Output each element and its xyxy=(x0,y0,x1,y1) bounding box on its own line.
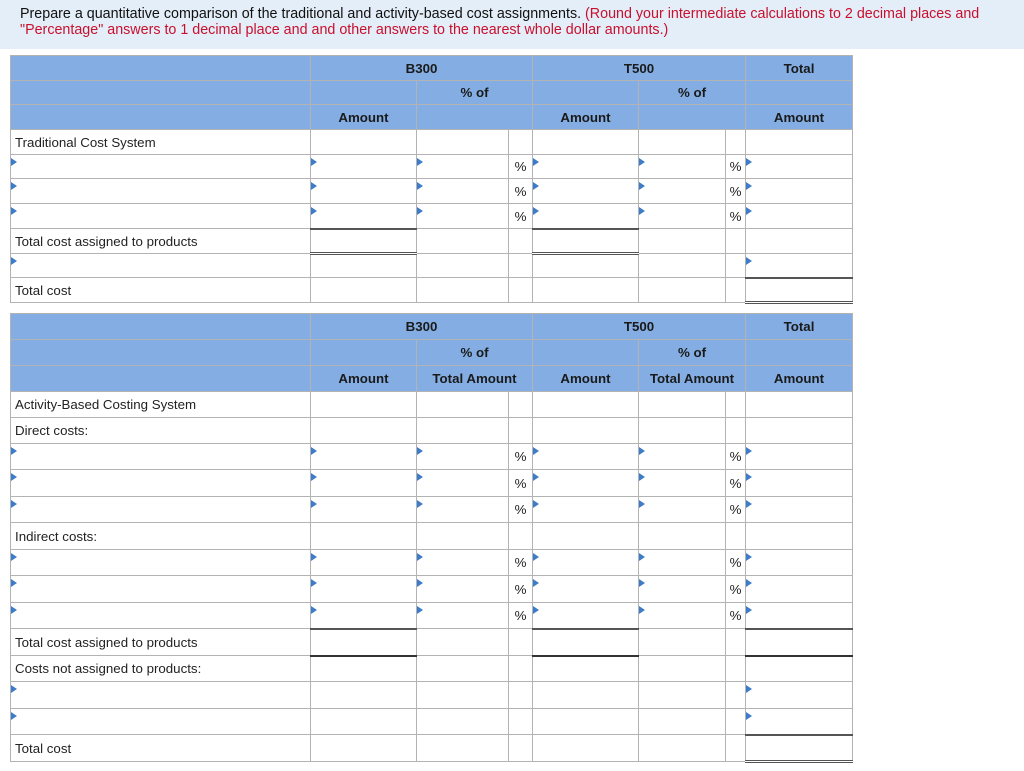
total-cost-cell[interactable] xyxy=(746,278,853,303)
b300-amount-input[interactable] xyxy=(311,444,417,470)
b300-pct-input[interactable] xyxy=(417,497,509,523)
header-pct-of-t500: % of xyxy=(639,81,746,105)
header-row-amount xyxy=(11,105,853,130)
t500-pct-input[interactable] xyxy=(639,179,726,204)
table-row xyxy=(11,392,853,418)
total-cost-label: Total cost xyxy=(11,278,311,303)
table-row xyxy=(11,682,853,709)
total-amount-input[interactable] xyxy=(746,709,853,735)
total-amount-input[interactable] xyxy=(746,254,853,278)
table-row xyxy=(11,576,853,603)
section-label-traditional: Traditional Cost System xyxy=(11,130,311,155)
table-row xyxy=(11,497,853,523)
table-row xyxy=(11,418,853,444)
cost-item-input[interactable] xyxy=(11,204,311,229)
header-total: Total xyxy=(746,314,853,340)
pct-symbol: % xyxy=(726,470,746,497)
instructions-text: Prepare a quantitative comparison of the traditional and activity-based cost assignments. xyxy=(20,6,582,22)
direct-cost-item-input[interactable] xyxy=(11,497,311,523)
b300-pct-input[interactable] xyxy=(417,576,509,603)
table-row xyxy=(11,130,853,155)
t500-amount-input[interactable] xyxy=(533,576,639,603)
pct-symbol: % xyxy=(509,576,533,603)
t500-pct-input[interactable] xyxy=(639,204,726,229)
b300-amount-input[interactable] xyxy=(311,204,417,229)
not-assigned-label: Costs not assigned to products: xyxy=(11,656,311,682)
indirect-cost-item-input[interactable] xyxy=(11,576,311,603)
header-row-amount xyxy=(11,366,853,392)
total-cost-cell[interactable] xyxy=(746,735,853,762)
cost-item-input[interactable] xyxy=(11,179,311,204)
pct-symbol: % xyxy=(726,603,746,629)
header-pct-of-t500: % of xyxy=(639,340,746,366)
section-label-abc: Activity-Based Costing System xyxy=(11,392,311,418)
t500-amount-input[interactable] xyxy=(533,444,639,470)
pct-symbol: % xyxy=(509,550,533,576)
total-amount-input[interactable] xyxy=(746,576,853,603)
indirect-cost-item-input[interactable] xyxy=(11,550,311,576)
total-amount-input[interactable] xyxy=(746,204,853,229)
pct-symbol: % xyxy=(726,497,746,523)
b300-pct-input[interactable] xyxy=(417,444,509,470)
header-b300: B300 xyxy=(311,314,533,340)
header-row-pct xyxy=(11,81,853,105)
b300-amount-input[interactable] xyxy=(311,497,417,523)
header-amount-t500: Amount xyxy=(533,105,639,130)
header-row-products xyxy=(11,56,853,81)
cost-item-input[interactable] xyxy=(11,254,311,278)
total-cost-label: Total cost xyxy=(11,735,311,762)
header-total-amount-t500: Total Amount xyxy=(639,366,746,392)
header-row-products xyxy=(11,314,853,340)
t500-amount-input[interactable] xyxy=(533,204,639,229)
t500-amount-input[interactable] xyxy=(533,470,639,497)
t500-pct-input[interactable] xyxy=(639,470,726,497)
table-row xyxy=(11,709,853,735)
table-row xyxy=(11,735,853,762)
header-amount-total: Amount xyxy=(746,366,853,392)
pct-symbol: % xyxy=(726,550,746,576)
pct-symbol: % xyxy=(726,444,746,470)
pct-symbol: % xyxy=(509,204,533,229)
cost-item-input[interactable] xyxy=(11,155,311,179)
table-row xyxy=(11,229,853,254)
table-row xyxy=(11,550,853,576)
t500-amount-input[interactable] xyxy=(533,550,639,576)
table-row xyxy=(11,179,853,204)
total-amount-input[interactable] xyxy=(746,603,853,629)
pct-symbol: % xyxy=(509,444,533,470)
b300-amount-input[interactable] xyxy=(311,155,417,179)
t500-pct-input[interactable] xyxy=(639,444,726,470)
pct-symbol: % xyxy=(726,155,746,179)
header-t500: T500 xyxy=(533,314,746,340)
table-row xyxy=(11,656,853,682)
table-row xyxy=(11,629,853,656)
total-amount-input[interactable] xyxy=(746,179,853,204)
pct-symbol: % xyxy=(509,603,533,629)
t500-total-assigned-cell[interactable] xyxy=(533,629,639,656)
b300-amount-input[interactable] xyxy=(311,576,417,603)
total-assigned-cell[interactable] xyxy=(746,629,853,656)
pct-symbol: % xyxy=(509,179,533,204)
t500-total-assigned-cell[interactable] xyxy=(533,229,639,254)
table-row xyxy=(11,254,853,278)
t500-pct-input[interactable] xyxy=(639,603,726,629)
table-row xyxy=(11,278,853,303)
header-amount-t500: Amount xyxy=(533,366,639,392)
b300-amount-input[interactable] xyxy=(311,470,417,497)
b300-pct-input[interactable] xyxy=(417,204,509,229)
b300-pct-input[interactable] xyxy=(417,550,509,576)
total-amount-input[interactable] xyxy=(746,155,853,179)
total-amount-input[interactable] xyxy=(746,470,853,497)
b300-amount-input[interactable] xyxy=(311,603,417,629)
indirect-costs-label: Indirect costs: xyxy=(11,523,311,550)
direct-cost-item-input[interactable] xyxy=(11,444,311,470)
direct-cost-item-input[interactable] xyxy=(11,470,311,497)
pct-symbol: % xyxy=(726,576,746,603)
b300-pct-input[interactable] xyxy=(417,179,509,204)
t500-amount-input[interactable] xyxy=(533,497,639,523)
b300-pct-input[interactable] xyxy=(417,603,509,629)
direct-costs-label: Direct costs: xyxy=(11,418,311,444)
t500-pct-input[interactable] xyxy=(639,155,726,179)
pct-symbol: % xyxy=(726,204,746,229)
instructions-hint: (Round your intermediate calculations to 2 decimal places and "Percentage" answers to 1 decimal place and and other answers to the nearest whole dollar amounts.) xyxy=(20,6,980,38)
table-row xyxy=(11,155,853,179)
t500-amount-input[interactable] xyxy=(533,155,639,179)
total-assigned-label: Total cost assigned to products xyxy=(11,229,311,254)
b300-pct-input[interactable] xyxy=(417,470,509,497)
not-assigned-item-input[interactable] xyxy=(11,682,311,709)
abc-cost-table xyxy=(10,313,853,763)
total-amount-input[interactable] xyxy=(746,682,853,709)
b300-amount-input[interactable] xyxy=(311,179,417,204)
header-amount-b300: Amount xyxy=(311,366,417,392)
table-row xyxy=(11,204,853,229)
pct-symbol: % xyxy=(509,155,533,179)
indirect-cost-item-input[interactable] xyxy=(11,603,311,629)
header-pct-of-b300: % of xyxy=(417,81,533,105)
b300-total-assigned-cell[interactable] xyxy=(311,229,417,254)
pct-symbol: % xyxy=(509,470,533,497)
total-amount-input[interactable] xyxy=(746,497,853,523)
header-amount-b300: Amount xyxy=(311,105,417,130)
traditional-cost-table xyxy=(10,55,853,304)
pct-symbol: % xyxy=(509,497,533,523)
header-total: Total xyxy=(746,56,853,81)
table-row xyxy=(11,603,853,629)
b300-total-assigned-cell[interactable] xyxy=(311,629,417,656)
pct-symbol: % xyxy=(726,179,746,204)
b300-amount-input[interactable] xyxy=(311,550,417,576)
total-amount-input[interactable] xyxy=(746,444,853,470)
instructions xyxy=(0,0,1024,49)
t500-pct-input[interactable] xyxy=(639,497,726,523)
header-b300: B300 xyxy=(311,56,533,81)
header-row-pct xyxy=(11,340,853,366)
header-t500: T500 xyxy=(533,56,746,81)
table-row xyxy=(11,470,853,497)
total-assigned-label: Total cost assigned to products xyxy=(11,629,311,656)
table-row xyxy=(11,523,853,550)
t500-pct-input[interactable] xyxy=(639,550,726,576)
t500-pct-input[interactable] xyxy=(639,576,726,603)
not-assigned-item-input[interactable] xyxy=(11,709,311,735)
b300-pct-input[interactable] xyxy=(417,155,509,179)
t500-amount-input[interactable] xyxy=(533,179,639,204)
table-row xyxy=(11,444,853,470)
header-pct-of-b300: % of xyxy=(417,340,533,366)
header-blank xyxy=(11,56,311,81)
t500-amount-input[interactable] xyxy=(533,603,639,629)
total-amount-input[interactable] xyxy=(746,550,853,576)
header-amount-total: Amount xyxy=(746,105,853,130)
header-total-amount-b300: Total Amount xyxy=(417,366,533,392)
